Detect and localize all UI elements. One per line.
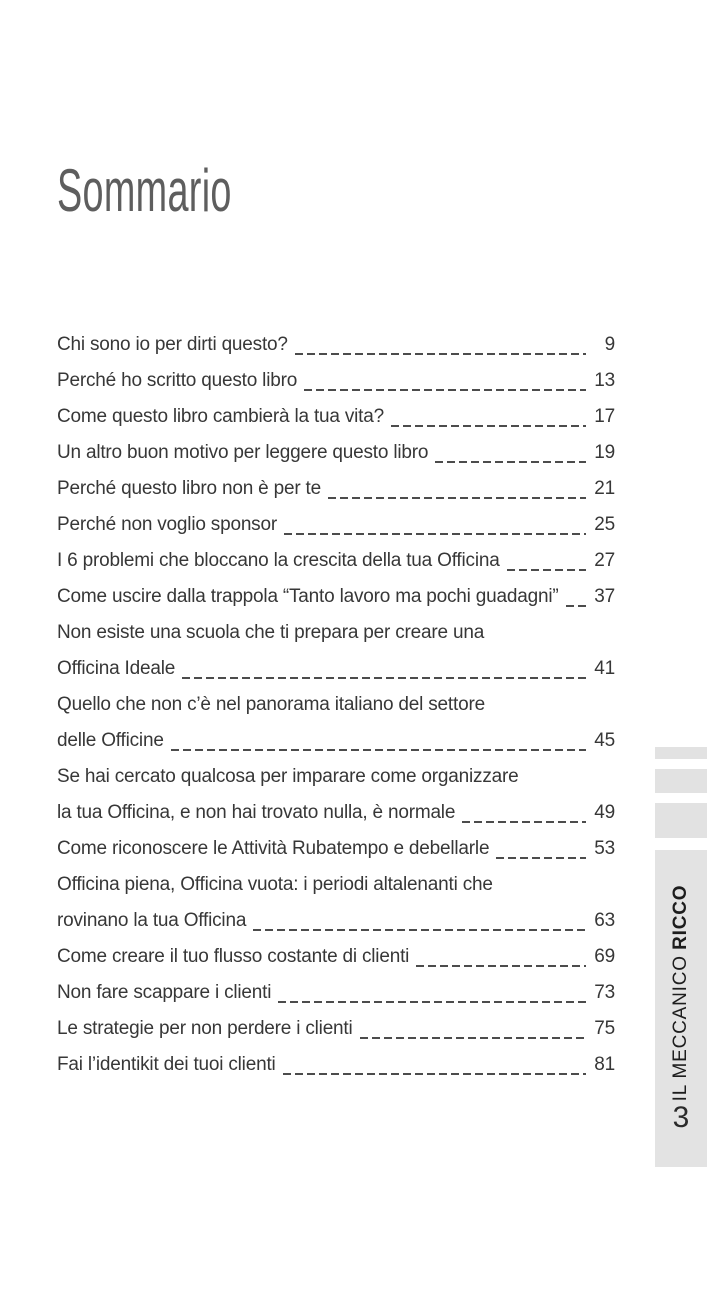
toc-entry-label: I 6 problemi che bloccano la crescita della tua Officina (57, 550, 500, 571)
toc-entry-label: Chi sono io per dirti questo? (57, 334, 288, 355)
toc-entry[interactable] (57, 435, 615, 471)
toc-leader-line (391, 425, 586, 427)
toc-leader-line (284, 533, 586, 535)
toc-entry[interactable] (57, 1011, 615, 1047)
toc-entry-label: la tua Officina, e non hai trovato nulla, è normale (57, 802, 456, 823)
toc-entry-label: Quello che non c’è nel panorama italiano del settore (57, 694, 485, 715)
toc-entry-label: Non esiste una scuola che ti prepara per creare una (57, 622, 485, 643)
toc-leader-line (507, 569, 586, 571)
book-title-regular: IL MECCANICO (670, 955, 691, 1102)
toc-entry[interactable] (57, 471, 615, 507)
toc-entry[interactable] (57, 831, 615, 867)
chapter-tab-strip-1 (655, 747, 707, 759)
toc-leader-line (566, 605, 587, 607)
toc-leader-line (416, 965, 586, 967)
toc-entry[interactable] (57, 507, 615, 543)
page-number: 3 (672, 1101, 690, 1134)
toc-entry-label: Perché questo libro non è per te (57, 478, 321, 499)
toc-entry-page-number: 19 (594, 442, 615, 463)
toc-leader-line (278, 1001, 586, 1003)
toc-entry[interactable] (57, 1047, 615, 1083)
toc-entry-page-number: 69 (594, 946, 615, 967)
toc-entry-label: Come riconoscere le Attività Rubatempo e debellarle (57, 838, 490, 859)
toc-entry-page-number: 25 (594, 514, 615, 535)
toc-entry[interactable] (57, 903, 615, 939)
toc-entry[interactable] (57, 651, 615, 687)
toc-leader-line (462, 821, 586, 823)
toc-entry[interactable] (57, 795, 615, 831)
toc-entry-page-number: 53 (594, 838, 615, 859)
toc-leader-line (283, 1073, 586, 1075)
toc-leader-line (182, 677, 586, 679)
toc-entry[interactable] (57, 759, 615, 795)
toc-entry[interactable] (57, 615, 615, 651)
toc-list (57, 327, 615, 1083)
toc-leader-line (171, 749, 586, 751)
toc-entry-label: Se hai cercato qualcosa per imparare come organizzare (57, 766, 519, 787)
toc-entry-label: rovinano la tua Officina (57, 910, 247, 931)
toc-entry-label: Un altro buon motivo per leggere questo libro (57, 442, 429, 463)
page-title: Sommario (57, 157, 232, 224)
toc-leader-line (435, 461, 586, 463)
book-title-vertical-text (670, 885, 692, 1102)
toc-entry-label: Le strategie per non perdere i clienti (57, 1018, 353, 1039)
toc-entry-label: Officina piena, Officina vuota: i periodi altalenanti che (57, 874, 493, 895)
toc-entry-page-number: 17 (594, 406, 615, 427)
toc-entry-label: Come questo libro cambierà la tua vita? (57, 406, 384, 427)
toc-entry-label: Come uscire dalla trappola “Tanto lavoro ma pochi guadagni” (57, 586, 559, 607)
toc-entry-label: Perché non voglio sponsor (57, 514, 277, 535)
toc-entry-page-number: 13 (594, 370, 615, 391)
toc-entry-page-number: 37 (594, 586, 615, 607)
toc-entry-page-number: 75 (594, 1018, 615, 1039)
toc-entry-page-number: 41 (594, 658, 615, 679)
toc-entry[interactable] (57, 327, 615, 363)
toc-entry[interactable] (57, 723, 615, 759)
book-title-bold: RICCO (670, 884, 691, 950)
toc-entry[interactable] (57, 363, 615, 399)
toc-entry[interactable] (57, 867, 615, 903)
toc-entry-label: Fai l’identikit dei tuoi clienti (57, 1054, 276, 1075)
book-title-tab (655, 850, 707, 1167)
toc-entry-page-number: 9 (604, 334, 615, 355)
toc-entry-label: Come creare il tuo flusso costante di clienti (57, 946, 410, 967)
toc-leader-line (328, 497, 586, 499)
toc-leader-line (496, 857, 586, 859)
toc-leader-line (295, 353, 586, 355)
toc-entry-page-number: 63 (594, 910, 615, 931)
toc-entry-page-number: 45 (594, 730, 615, 751)
toc-entry[interactable] (57, 975, 615, 1011)
toc-leader-line (304, 389, 586, 391)
toc-entry[interactable] (57, 543, 615, 579)
toc-leader-line (360, 1037, 586, 1039)
toc-entry-page-number: 81 (594, 1054, 615, 1075)
toc-entry-label: Perché ho scritto questo libro (57, 370, 298, 391)
toc-entry-label: Officina Ideale (57, 658, 176, 679)
toc-entry-label: Non fare scappare i clienti (57, 982, 272, 1003)
chapter-tab-strip-3 (655, 803, 707, 838)
toc-entry-page-number: 49 (594, 802, 615, 823)
toc-entry[interactable] (57, 687, 615, 723)
toc-entry-label: delle Officine (57, 730, 164, 751)
toc-leader-line (253, 929, 586, 931)
toc-entry[interactable] (57, 399, 615, 435)
chapter-tab-strip-2 (655, 769, 707, 793)
toc-entry[interactable] (57, 579, 615, 615)
toc-entry[interactable] (57, 939, 615, 975)
toc-entry-page-number: 73 (594, 982, 615, 1003)
toc-entry-page-number: 27 (594, 550, 615, 571)
toc-entry-page-number: 21 (594, 478, 615, 499)
